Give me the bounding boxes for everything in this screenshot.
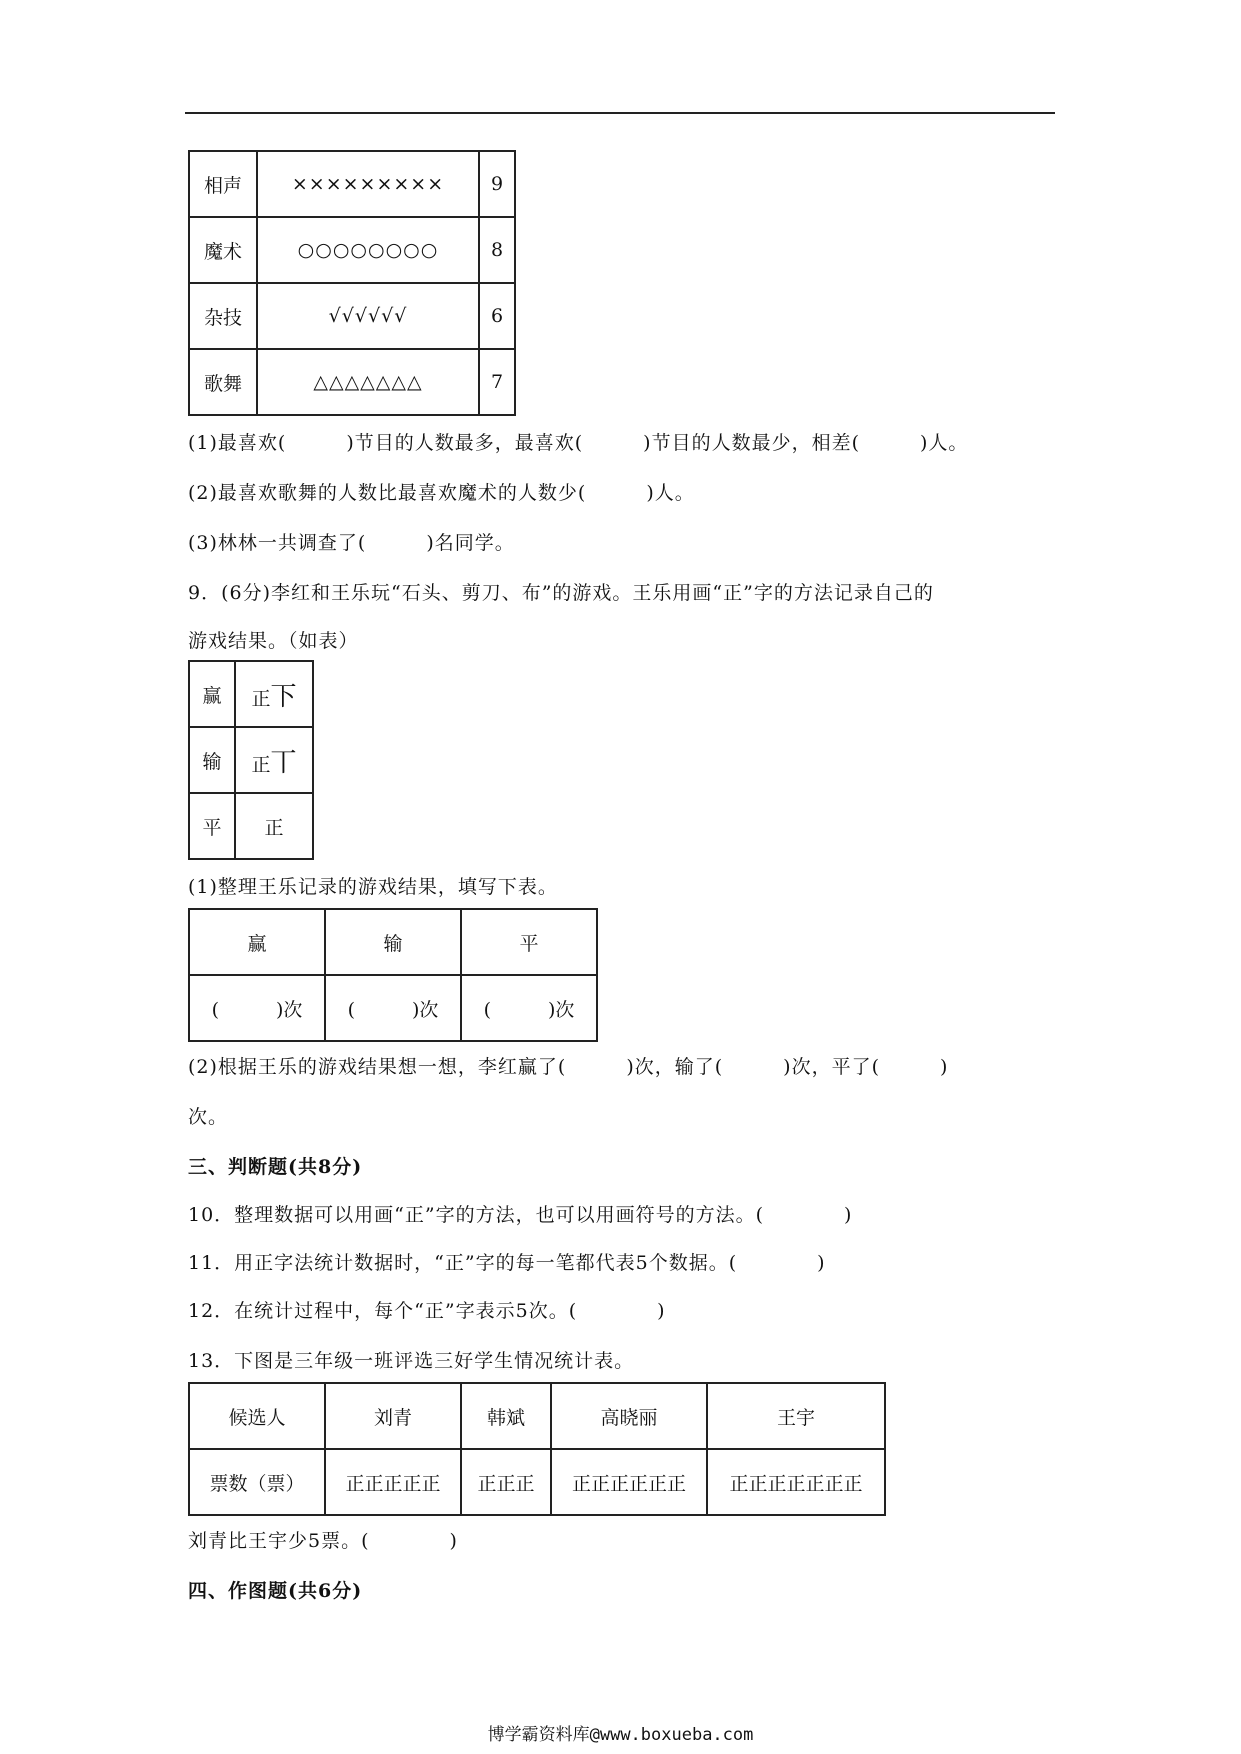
fill-in-table <box>188 908 598 1042</box>
tally-mark: 正 <box>251 687 271 710</box>
vote-header: 刘青 <box>325 1383 461 1449</box>
vote-header: 候选人 <box>189 1383 325 1449</box>
survey-count: 7 <box>479 349 515 415</box>
table-row <box>189 283 515 349</box>
fill-blank[interactable]: ( )次 <box>461 975 597 1041</box>
vote-cell: 正正正正正 <box>325 1449 461 1515</box>
tally-partial: 丅 <box>270 747 297 778</box>
q11: 11．用正字法统计数据时，“正”字的每一笔都代表5个数据。( ) <box>188 1252 826 1274</box>
tally-record-table <box>188 660 314 860</box>
q9-part2-line1: (2)根据王乐的游戏结果想一想，李红赢了( )次，输了( )次，平了( ) <box>188 1056 949 1078</box>
record-label: 赢 <box>189 661 235 727</box>
record-tally <box>235 727 313 793</box>
q13-statement: 刘青比王宇少5票。( ) <box>188 1530 458 1552</box>
q10: 10．整理数据可以用画“正”字的方法，也可以用画符号的方法。( ) <box>188 1204 853 1226</box>
survey-count: 9 <box>479 151 515 217</box>
fill-blank[interactable]: ( )次 <box>325 975 461 1041</box>
q13: 13．下图是三年级一班评选三好学生情况统计表。 <box>188 1350 635 1372</box>
table-row <box>189 1449 885 1515</box>
footer-watermark: 博学霸资料库@www.boxueba.com <box>487 1725 754 1745</box>
q9-stem-line2: 游戏结果。（如表） <box>188 630 359 652</box>
survey-marks: ××××××××× <box>257 151 479 217</box>
table-row <box>189 349 515 415</box>
fill-blank[interactable]: ( )次 <box>189 975 325 1041</box>
q8-part3: (3)林林一共调查了( )名同学。 <box>188 532 515 554</box>
table-row <box>189 151 515 217</box>
vote-cell: 正正正 <box>461 1449 551 1515</box>
survey-count: 6 <box>479 283 515 349</box>
survey-label: 杂技 <box>189 283 257 349</box>
q9-part2-line2: 次。 <box>188 1106 229 1128</box>
fill-header: 平 <box>461 909 597 975</box>
vote-cell: 正正正正正正正 <box>707 1449 885 1515</box>
record-tally <box>235 793 313 859</box>
vote-header: 高晓丽 <box>551 1383 707 1449</box>
header-rule <box>185 112 1055 114</box>
table-row <box>189 793 313 859</box>
tally-mark: 正 <box>251 753 271 776</box>
table-row <box>189 1383 885 1449</box>
table-row <box>189 727 313 793</box>
vote-cell: 正正正正正正 <box>551 1449 707 1515</box>
record-label: 平 <box>189 793 235 859</box>
q9-stem-line1: 9．(6分)李红和王乐玩“石头、剪刀、布”的游戏。王乐用画“正”字的方法记录自己的 <box>188 582 934 604</box>
section4-title: 四、作图题(共6分) <box>188 1580 363 1602</box>
record-label: 输 <box>189 727 235 793</box>
vote-header: 王宇 <box>707 1383 885 1449</box>
q12: 12．在统计过程中，每个“正”字表示5次。( ) <box>188 1300 666 1322</box>
survey-label: 魔术 <box>189 217 257 283</box>
fill-header: 输 <box>325 909 461 975</box>
table-row <box>189 217 515 283</box>
survey-marks: ○○○○○○○○ <box>257 217 479 283</box>
q8-part2: (2)最喜欢歌舞的人数比最喜欢魔术的人数少( )人。 <box>188 482 695 504</box>
survey-marks: △△△△△△△ <box>257 349 479 415</box>
table-row <box>189 661 313 727</box>
vote-header: 韩斌 <box>461 1383 551 1449</box>
survey-count: 8 <box>479 217 515 283</box>
record-tally <box>235 661 313 727</box>
survey-label: 相声 <box>189 151 257 217</box>
q9-part1: (1)整理王乐记录的游戏结果，填写下表。 <box>188 876 558 898</box>
fill-header: 赢 <box>189 909 325 975</box>
survey-marks: √√√√√√ <box>257 283 479 349</box>
table-row <box>189 909 597 975</box>
vote-cell: 票数（票） <box>189 1449 325 1515</box>
table-row <box>189 975 597 1041</box>
vote-table <box>188 1382 886 1516</box>
section3-title: 三、判断题(共8分) <box>188 1156 363 1178</box>
survey-table <box>188 150 516 416</box>
q8-part1: (1)最喜欢( )节目的人数最多，最喜欢( )节目的人数最少，相差( )人。 <box>188 432 969 454</box>
survey-label: 歌舞 <box>189 349 257 415</box>
tally-partial: 下 <box>270 681 297 712</box>
tally-mark: 正 <box>264 816 284 839</box>
